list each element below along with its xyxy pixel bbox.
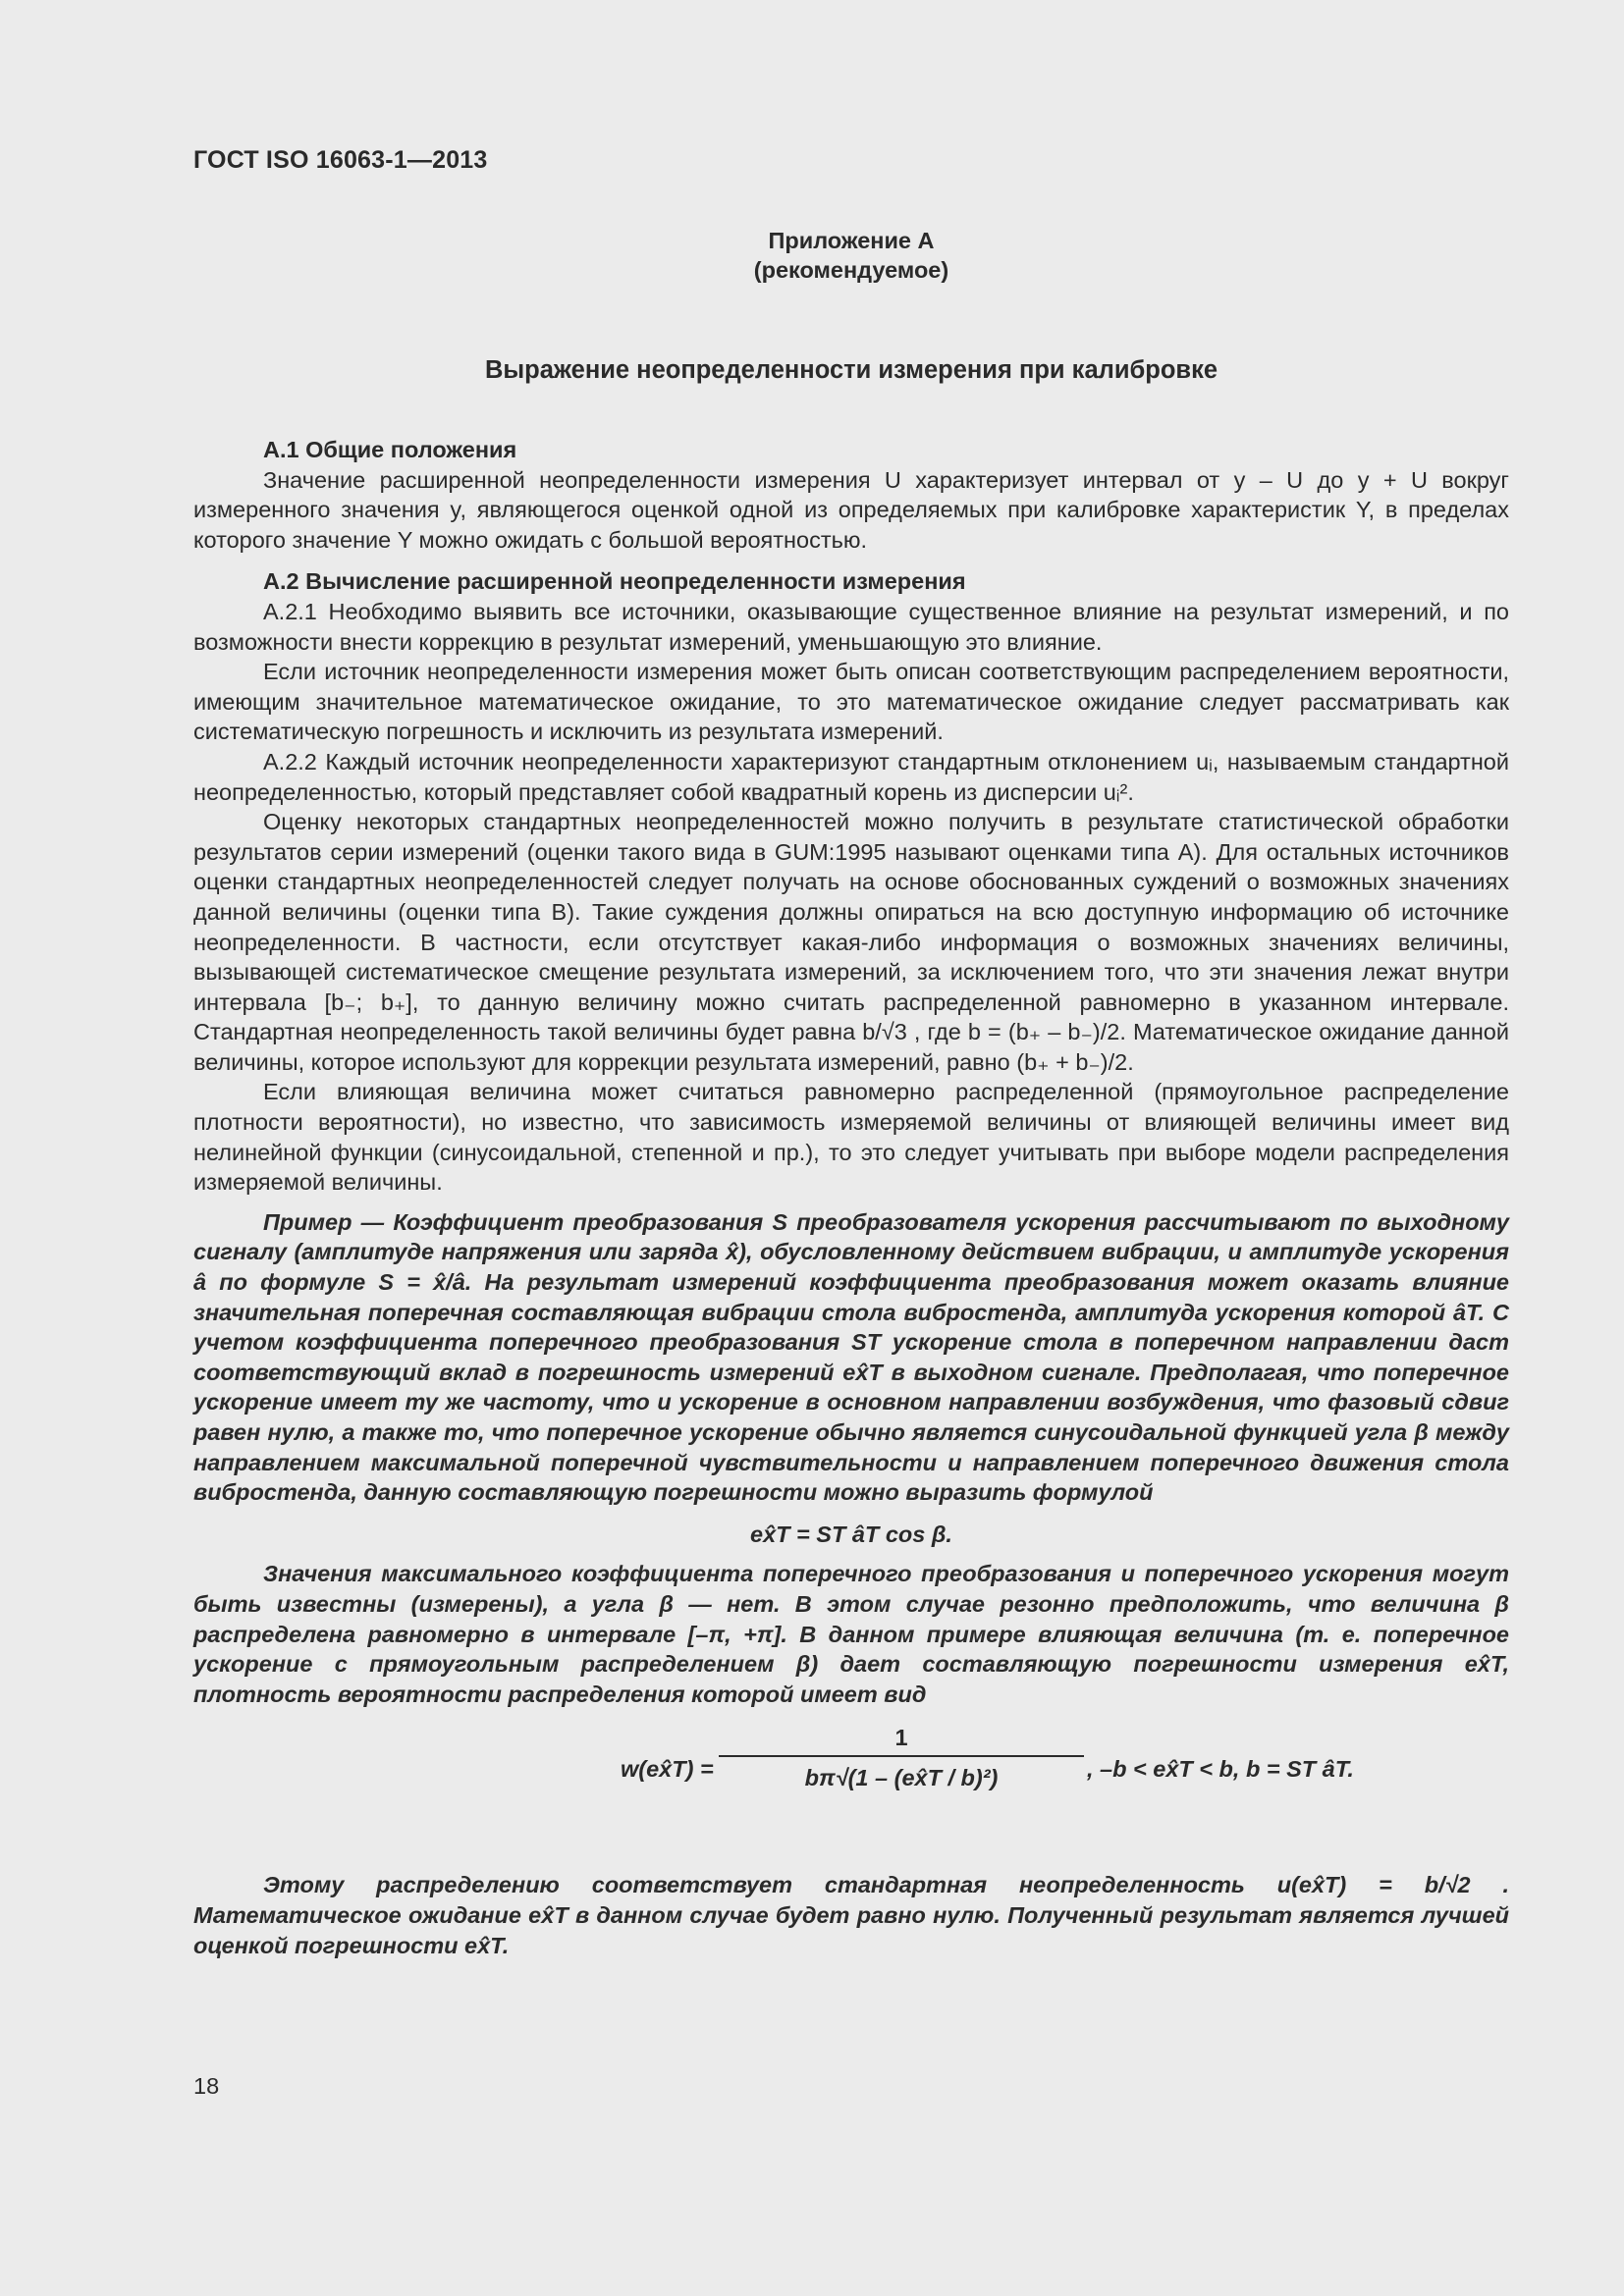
clause-a22-paragraph-3: Если влияющая величина может считаться равномерно распределенной (прямоугольное распределение плотности вероятности), но известно, что зависимость измеряемой величины от влияющей величины имеет вид нелинейной функции (синусоидальной, степенной и пр.), то это следует учитывать при выборе модели распределения измеряемой величины. bbox=[193, 1079, 1509, 1196]
example-paragraph-2: Значения максимального коэффициента поперечного преобразования и поперечного ускорения могут быть известны (измерены), а угла β — нет. В этом случае резонно предположить, что величина β распределена равномерно в интервале [–π, +π]. В данном примере влияющая величина (т. е. поперечное ускорение с прямоугольным распределением β) дает составляющую погрешности измерения ex̂T, плотность вероятности распределения которой имеет вид bbox=[193, 1561, 1509, 1707]
formula-density-lhs: w(ex̂T) = bbox=[621, 1756, 714, 1783]
formula-density-conditions: , –b < ex̂T < b, b = ST âT. bbox=[1087, 1756, 1354, 1783]
annex-title: Приложение А bbox=[768, 228, 935, 253]
section-a1-heading: А.1 Общие положения bbox=[263, 437, 517, 462]
formula-density-denominator: bπ√(1 – (ex̂T / b)²) bbox=[804, 1764, 999, 1790]
annex-heading bbox=[193, 226, 1509, 285]
example-paragraph-1: Пример — Коэффициент преобразования S преобразователя ускорения рассчитывают по выходному сигналу (амплитуде напряжения или заряда x̂), обусловленному действием вибрации, и амплитуде ускорения â по формуле S = x̂/â. На результат измерений коэффициента преобразования может оказать влияние значительная поперечная составляющая вибрации стола вибростенда, амплитуда ускорения которой âT. С учетом коэффициента поперечного преобразования ST ускорение стола в поперечном направлении даст соответствующий вклад в погрешность измерений ex̂T в выходном сигнале. Предполагая, что поперечное ускорение имеет ту же частоту, что и ускорение в основном направлении возбуждения, что фазовый сдвиг равен нулю, а также то, что поперечное ускорение обычно является синусоидальной функцией угла β между направлением максимальной поперечной чувствительности и направлением поперечного движения стола вибростенда, данную составляющую погрешности можно выразить формулой bbox=[193, 1208, 1509, 1506]
formula-density-numerator: 1 bbox=[719, 1723, 1084, 1757]
document-title: Выражение неопределенности измерения при калибровке bbox=[484, 356, 1218, 384]
clause-a22-paragraph-2: Оценку некоторых стандартных неопределенностей можно получить в результате статистической обработки результатов серии измерений (оценки такого вида в GUM:1995 называют оценками типа А). Для остальных источников оценки стандартных неопределенностей следует получать на основе обоснованных суждений о возможных значениях данной величины (оценки типа В). Такие суждения должны опираться на всю доступную информацию об источнике неопределенности. В частности, если отсутствует какая-либо информация о возможных значениях величины, вызывающей систематическое смещение результата измерений, за исключением того, что эти значения лежат внутри интервала [b₋; b₊], то данную величину можно считать распределенной равномерно в указанном интервале. Стандартная неопределенность такой величины будет равна b/√3 , где b = (b₊ – b₋)/2. Математическое ожидание данной величины, которое используют для коррекции результата измерений, равно (b₊ + b₋)/2. bbox=[193, 809, 1509, 1075]
clause-a21-paragraph: А.2.1 Необходимо выявить все источники, оказывающие существенное влияние на результат измерений, и по возможности внести коррекцию в результат измерений, уменьшающую это влияние. bbox=[193, 598, 1509, 655]
example-paragraph-3: Этому распределению соответствует стандартная неопределенность u(ex̂T) = b/√2 . Математическое ожидание ex̂T в данном случае будет равно нулю. Полученный результат является лучшей оценкой погрешности ex̂T. bbox=[193, 1872, 1509, 1958]
section-a2-heading: А.2 Вычисление расширенной неопределенности измерения bbox=[263, 568, 966, 595]
page-number: 18 bbox=[193, 2073, 220, 2099]
clause-a21-paragraph-2: Если источник неопределенности измерения может быть описан соответствующим распределением вероятности, имеющим значительное математическое ожидание, то это математическое ожидание следует рассматривать как систематическую погрешность и исключить из результата измерений. bbox=[193, 659, 1509, 745]
clause-a22-paragraph: А.2.2 Каждый источник неопределенности характеризуют стандартным отклонением uᵢ, называемым стандартной неопределенностью, который представляет собой квадратный корень из дисперсии uᵢ². bbox=[193, 748, 1509, 805]
document-id: ГОСТ ISO 16063-1—2013 bbox=[193, 146, 488, 174]
annex-status: (рекомендуемое) bbox=[753, 257, 949, 283]
formula-density-fraction bbox=[719, 1723, 1084, 1792]
section-a1-paragraph: Значение расширенной неопределенности измерения U характеризует интервал от y – U до y + U вокруг измеренного значения y, являющегося оценкой одной из определяемых при калибровке характеристик Y, в пределах которого значение Y можно ожидать с большой вероятностью. bbox=[193, 466, 1509, 553]
document-body bbox=[193, 435, 1509, 1960]
formula-probability-density bbox=[193, 1723, 1509, 1850]
formula-cross-axis-error: ex̂T = ST âT cos β. bbox=[750, 1521, 952, 1547]
